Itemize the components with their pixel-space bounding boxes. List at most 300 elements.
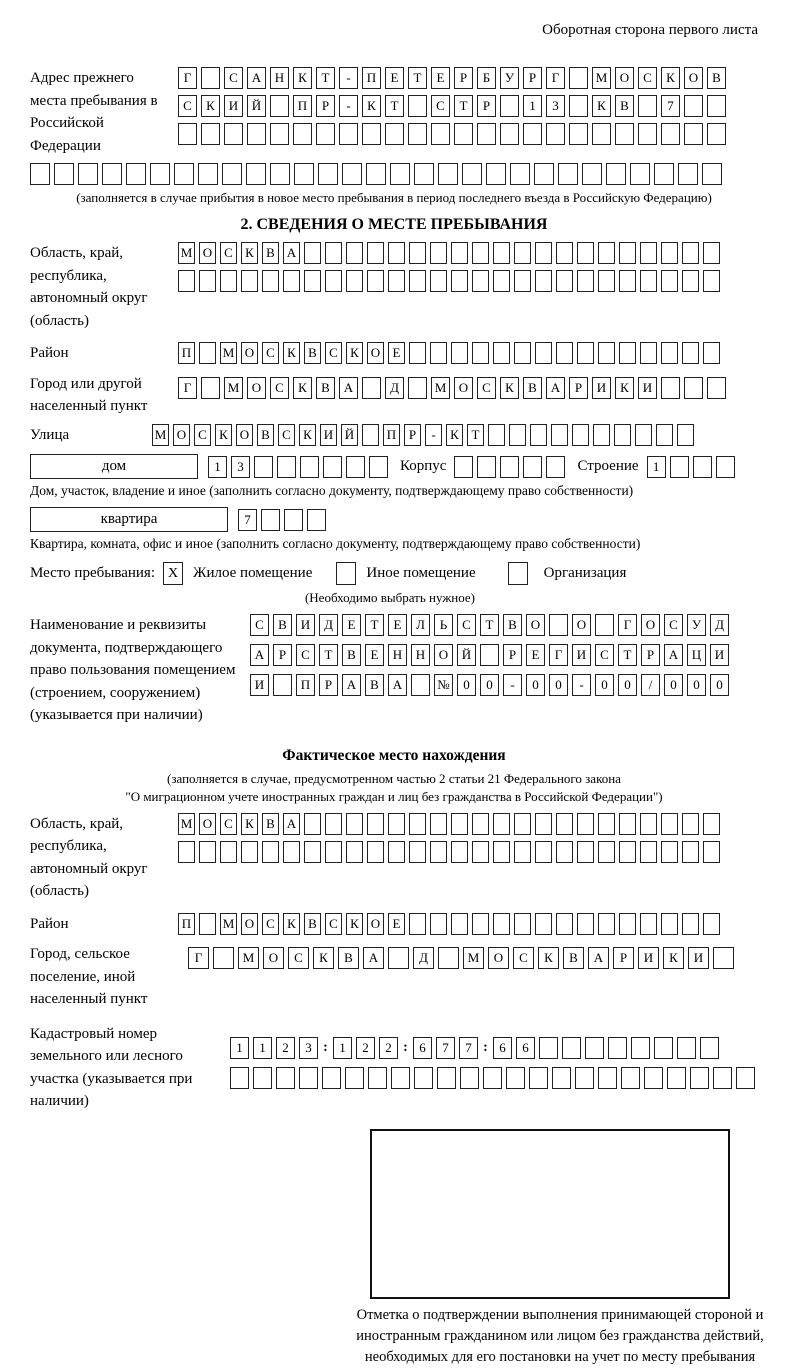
char-cell[interactable] <box>500 456 519 478</box>
char-cell[interactable] <box>572 424 589 446</box>
char-cell[interactable]: Е <box>388 614 407 636</box>
char-cell[interactable] <box>614 424 631 446</box>
char-cell[interactable] <box>483 1067 502 1089</box>
char-cell[interactable] <box>682 242 699 264</box>
char-cell[interactable]: 7 <box>238 509 257 531</box>
stay-type-checkbox-other-premises[interactable] <box>336 562 356 585</box>
char-cell[interactable]: 1 <box>230 1037 249 1059</box>
char-cell[interactable] <box>283 841 300 863</box>
char-cell[interactable] <box>678 163 698 185</box>
char-cell[interactable] <box>299 1067 318 1089</box>
char-cell[interactable] <box>661 123 680 145</box>
char-cell[interactable] <box>523 123 542 145</box>
char-cell[interactable]: И <box>592 377 611 399</box>
char-cell[interactable] <box>684 377 703 399</box>
char-cell[interactable] <box>598 270 615 292</box>
char-cell[interactable] <box>201 67 220 89</box>
char-cell[interactable]: Г <box>546 67 565 89</box>
char-cell[interactable] <box>388 242 405 264</box>
char-cell[interactable]: В <box>523 377 542 399</box>
char-cell[interactable] <box>408 123 427 145</box>
char-cell[interactable]: К <box>661 67 680 89</box>
char-cell[interactable]: И <box>710 644 729 666</box>
char-cell[interactable]: Т <box>319 644 338 666</box>
char-cell[interactable] <box>430 270 447 292</box>
char-cell[interactable] <box>493 242 510 264</box>
actual-region-row-1[interactable] <box>178 813 720 835</box>
char-cell[interactable] <box>493 841 510 863</box>
char-cell[interactable] <box>304 242 321 264</box>
char-cell[interactable] <box>488 424 505 446</box>
char-cell[interactable]: К <box>346 342 363 364</box>
char-cell[interactable] <box>535 270 552 292</box>
char-cell[interactable]: Г <box>178 67 197 89</box>
char-cell[interactable]: С <box>262 342 279 364</box>
char-cell[interactable] <box>593 424 610 446</box>
char-cell[interactable]: Т <box>365 614 384 636</box>
char-cell[interactable]: Т <box>408 67 427 89</box>
char-cell[interactable]: С <box>270 377 289 399</box>
char-cell[interactable] <box>514 841 531 863</box>
char-cell[interactable]: К <box>346 913 363 935</box>
char-cell[interactable]: П <box>178 913 195 935</box>
char-cell[interactable]: Р <box>316 95 335 117</box>
char-cell[interactable] <box>530 424 547 446</box>
char-cell[interactable]: Р <box>477 95 496 117</box>
char-cell[interactable]: М <box>431 377 450 399</box>
char-cell[interactable]: Е <box>526 644 545 666</box>
char-cell[interactable] <box>598 1067 617 1089</box>
char-cell[interactable] <box>670 456 689 478</box>
char-cell[interactable] <box>388 947 409 969</box>
char-cell[interactable] <box>569 95 588 117</box>
char-cell[interactable] <box>682 841 699 863</box>
char-cell[interactable] <box>635 424 652 446</box>
char-cell[interactable] <box>713 1067 732 1089</box>
char-cell[interactable] <box>414 163 434 185</box>
char-cell[interactable] <box>409 913 426 935</box>
char-cell[interactable]: И <box>688 947 709 969</box>
char-cell[interactable]: М <box>220 913 237 935</box>
char-cell[interactable] <box>325 813 342 835</box>
region-row-2[interactable] <box>178 270 720 292</box>
char-cell[interactable] <box>304 270 321 292</box>
char-cell[interactable] <box>477 456 496 478</box>
char-cell[interactable] <box>619 270 636 292</box>
char-cell[interactable] <box>703 342 720 364</box>
char-cell[interactable] <box>684 95 703 117</box>
char-cell[interactable]: 2 <box>356 1037 375 1059</box>
char-cell[interactable] <box>366 163 386 185</box>
char-cell[interactable]: О <box>615 67 634 89</box>
char-cell[interactable]: Е <box>342 614 361 636</box>
char-cell[interactable]: П <box>178 342 195 364</box>
document-row-1[interactable] <box>250 614 729 636</box>
char-cell[interactable] <box>493 342 510 364</box>
char-cell[interactable]: В <box>365 674 384 696</box>
char-cell[interactable] <box>369 456 388 478</box>
char-cell[interactable] <box>300 456 319 478</box>
char-cell[interactable] <box>294 163 314 185</box>
char-cell[interactable] <box>430 913 447 935</box>
char-cell[interactable]: № <box>434 674 453 696</box>
char-cell[interactable]: О <box>488 947 509 969</box>
char-cell[interactable] <box>462 163 482 185</box>
char-cell[interactable]: М <box>178 813 195 835</box>
char-cell[interactable]: А <box>546 377 565 399</box>
char-cell[interactable] <box>385 123 404 145</box>
char-cell[interactable] <box>535 841 552 863</box>
char-cell[interactable]: Ц <box>687 644 706 666</box>
char-cell[interactable]: А <box>588 947 609 969</box>
char-cell[interactable] <box>472 841 489 863</box>
char-cell[interactable]: Т <box>316 67 335 89</box>
char-cell[interactable] <box>535 342 552 364</box>
char-cell[interactable] <box>408 377 427 399</box>
char-cell[interactable] <box>506 1067 525 1089</box>
char-cell[interactable] <box>556 342 573 364</box>
char-cell[interactable]: А <box>664 644 683 666</box>
char-cell[interactable]: В <box>615 95 634 117</box>
char-cell[interactable] <box>222 163 242 185</box>
char-cell[interactable]: С <box>250 614 269 636</box>
char-cell[interactable] <box>438 163 458 185</box>
stay-type-checkbox-residential[interactable]: X <box>163 562 183 585</box>
char-cell[interactable] <box>677 1037 696 1059</box>
char-cell[interactable]: 0 <box>526 674 545 696</box>
char-cell[interactable] <box>661 913 678 935</box>
char-cell[interactable] <box>451 841 468 863</box>
char-cell[interactable]: С <box>431 95 450 117</box>
char-cell[interactable]: О <box>684 67 703 89</box>
char-cell[interactable] <box>430 242 447 264</box>
char-cell[interactable] <box>707 377 726 399</box>
char-cell[interactable] <box>577 242 594 264</box>
char-cell[interactable] <box>514 242 531 264</box>
char-cell[interactable] <box>661 841 678 863</box>
char-cell[interactable]: С <box>262 913 279 935</box>
char-cell[interactable] <box>322 1067 341 1089</box>
char-cell[interactable] <box>598 242 615 264</box>
city-cells[interactable] <box>178 377 726 399</box>
char-cell[interactable]: В <box>262 813 279 835</box>
char-cell[interactable]: Б <box>477 67 496 89</box>
char-cell[interactable] <box>262 841 279 863</box>
char-cell[interactable]: 1 <box>333 1037 352 1059</box>
char-cell[interactable] <box>454 456 473 478</box>
char-cell[interactable] <box>592 123 611 145</box>
char-cell[interactable]: О <box>173 424 190 446</box>
char-cell[interactable]: А <box>339 377 358 399</box>
char-cell[interactable] <box>454 123 473 145</box>
char-cell[interactable]: К <box>615 377 634 399</box>
char-cell[interactable]: М <box>220 342 237 364</box>
char-cell[interactable]: 0 <box>457 674 476 696</box>
char-cell[interactable]: К <box>446 424 463 446</box>
char-cell[interactable]: О <box>241 913 258 935</box>
char-cell[interactable] <box>254 456 273 478</box>
char-cell[interactable]: Е <box>388 342 405 364</box>
char-cell[interactable]: К <box>538 947 559 969</box>
char-cell[interactable] <box>430 841 447 863</box>
char-cell[interactable] <box>408 95 427 117</box>
char-cell[interactable]: 0 <box>549 674 568 696</box>
actual-district-cells[interactable] <box>178 913 720 935</box>
prev-address-row-4[interactable] <box>30 163 758 185</box>
char-cell[interactable] <box>276 1067 295 1089</box>
char-cell[interactable] <box>261 509 280 531</box>
char-cell[interactable]: П <box>293 95 312 117</box>
char-cell[interactable] <box>253 1067 272 1089</box>
document-row-2[interactable] <box>250 644 729 666</box>
char-cell[interactable]: В <box>273 614 292 636</box>
char-cell[interactable]: В <box>316 377 335 399</box>
actual-region-row-2[interactable] <box>178 841 720 863</box>
char-cell[interactable]: А <box>363 947 384 969</box>
char-cell[interactable] <box>577 813 594 835</box>
char-cell[interactable]: К <box>299 424 316 446</box>
char-cell[interactable] <box>388 270 405 292</box>
char-cell[interactable] <box>304 841 321 863</box>
char-cell[interactable]: Н <box>388 644 407 666</box>
char-cell[interactable] <box>78 163 98 185</box>
char-cell[interactable] <box>472 813 489 835</box>
char-cell[interactable]: - <box>503 674 522 696</box>
char-cell[interactable]: С <box>288 947 309 969</box>
prev-address-row-3[interactable] <box>178 123 726 145</box>
char-cell[interactable] <box>703 242 720 264</box>
char-cell[interactable] <box>409 813 426 835</box>
char-cell[interactable] <box>126 163 146 185</box>
char-cell[interactable]: Д <box>413 947 434 969</box>
char-cell[interactable]: 3 <box>299 1037 318 1059</box>
char-cell[interactable] <box>640 342 657 364</box>
char-cell[interactable] <box>339 123 358 145</box>
char-cell[interactable]: Ь <box>434 614 453 636</box>
char-cell[interactable] <box>661 813 678 835</box>
char-cell[interactable] <box>390 163 410 185</box>
char-cell[interactable] <box>472 270 489 292</box>
char-cell[interactable] <box>30 163 50 185</box>
char-cell[interactable] <box>437 1067 456 1089</box>
char-cell[interactable]: О <box>454 377 473 399</box>
char-cell[interactable]: О <box>572 614 591 636</box>
char-cell[interactable] <box>451 813 468 835</box>
char-cell[interactable]: С <box>638 67 657 89</box>
house-number-cells[interactable] <box>208 456 388 478</box>
char-cell[interactable]: В <box>563 947 584 969</box>
char-cell[interactable]: В <box>304 342 321 364</box>
char-cell[interactable] <box>178 841 195 863</box>
char-cell[interactable] <box>346 242 363 264</box>
char-cell[interactable]: Е <box>431 67 450 89</box>
char-cell[interactable] <box>598 813 615 835</box>
char-cell[interactable]: А <box>283 242 300 264</box>
char-cell[interactable] <box>246 163 266 185</box>
char-cell[interactable]: С <box>513 947 534 969</box>
char-cell[interactable]: С <box>178 95 197 117</box>
char-cell[interactable] <box>480 644 499 666</box>
char-cell[interactable]: Т <box>385 95 404 117</box>
char-cell[interactable] <box>460 1067 479 1089</box>
char-cell[interactable]: И <box>572 644 591 666</box>
char-cell[interactable]: К <box>215 424 232 446</box>
char-cell[interactable]: Й <box>341 424 358 446</box>
char-cell[interactable]: К <box>241 813 258 835</box>
char-cell[interactable]: Т <box>467 424 484 446</box>
char-cell[interactable] <box>661 377 680 399</box>
char-cell[interactable] <box>621 1067 640 1089</box>
char-cell[interactable]: Р <box>523 67 542 89</box>
char-cell[interactable] <box>575 1067 594 1089</box>
char-cell[interactable] <box>703 841 720 863</box>
char-cell[interactable] <box>631 1037 650 1059</box>
char-cell[interactable]: М <box>238 947 259 969</box>
char-cell[interactable]: 1 <box>647 456 666 478</box>
char-cell[interactable] <box>562 1037 581 1059</box>
char-cell[interactable]: О <box>241 342 258 364</box>
char-cell[interactable]: В <box>304 913 321 935</box>
char-cell[interactable]: И <box>320 424 337 446</box>
char-cell[interactable] <box>619 242 636 264</box>
char-cell[interactable] <box>556 913 573 935</box>
char-cell[interactable] <box>486 163 506 185</box>
char-cell[interactable] <box>700 1037 719 1059</box>
char-cell[interactable] <box>500 95 519 117</box>
char-cell[interactable] <box>367 813 384 835</box>
char-cell[interactable] <box>323 456 342 478</box>
char-cell[interactable] <box>316 123 335 145</box>
char-cell[interactable] <box>582 163 602 185</box>
char-cell[interactable] <box>201 123 220 145</box>
char-cell[interactable]: Д <box>710 614 729 636</box>
char-cell[interactable]: К <box>293 67 312 89</box>
char-cell[interactable]: Й <box>247 95 266 117</box>
char-cell[interactable] <box>391 1067 410 1089</box>
char-cell[interactable]: И <box>638 947 659 969</box>
char-cell[interactable] <box>569 67 588 89</box>
char-cell[interactable] <box>230 1067 249 1089</box>
char-cell[interactable] <box>307 509 326 531</box>
char-cell[interactable]: М <box>463 947 484 969</box>
char-cell[interactable]: П <box>362 67 381 89</box>
char-cell[interactable] <box>345 1067 364 1089</box>
char-cell[interactable] <box>273 674 292 696</box>
char-cell[interactable]: Д <box>319 614 338 636</box>
char-cell[interactable] <box>535 913 552 935</box>
char-cell[interactable] <box>558 163 578 185</box>
char-cell[interactable] <box>500 123 519 145</box>
char-cell[interactable]: С <box>664 614 683 636</box>
char-cell[interactable]: О <box>236 424 253 446</box>
char-cell[interactable]: И <box>296 614 315 636</box>
char-cell[interactable]: С <box>296 644 315 666</box>
char-cell[interactable]: 6 <box>493 1037 512 1059</box>
char-cell[interactable]: 7 <box>661 95 680 117</box>
document-row-3[interactable] <box>250 674 729 696</box>
char-cell[interactable]: О <box>367 342 384 364</box>
district-cells[interactable] <box>178 342 720 364</box>
cadastral-row-1[interactable] <box>230 1037 755 1059</box>
char-cell[interactable] <box>388 813 405 835</box>
char-cell[interactable] <box>608 1037 627 1059</box>
char-cell[interactable] <box>493 913 510 935</box>
char-cell[interactable]: С <box>278 424 295 446</box>
char-cell[interactable] <box>585 1037 604 1059</box>
char-cell[interactable] <box>342 163 362 185</box>
char-cell[interactable]: А <box>283 813 300 835</box>
char-cell[interactable] <box>388 841 405 863</box>
region-row-1[interactable] <box>178 242 720 264</box>
char-cell[interactable]: Т <box>618 644 637 666</box>
char-cell[interactable]: С <box>220 242 237 264</box>
char-cell[interactable] <box>178 123 197 145</box>
char-cell[interactable]: 0 <box>595 674 614 696</box>
char-cell[interactable] <box>644 1067 663 1089</box>
char-cell[interactable] <box>509 424 526 446</box>
char-cell[interactable]: В <box>503 614 522 636</box>
prev-address-row-2[interactable] <box>178 95 726 117</box>
char-cell[interactable]: В <box>707 67 726 89</box>
char-cell[interactable] <box>409 342 426 364</box>
char-cell[interactable] <box>367 270 384 292</box>
char-cell[interactable]: О <box>247 377 266 399</box>
char-cell[interactable]: К <box>241 242 258 264</box>
char-cell[interactable] <box>606 163 626 185</box>
char-cell[interactable] <box>640 841 657 863</box>
char-cell[interactable] <box>451 270 468 292</box>
char-cell[interactable] <box>556 841 573 863</box>
char-cell[interactable]: Р <box>503 644 522 666</box>
char-cell[interactable] <box>703 913 720 935</box>
char-cell[interactable]: С <box>325 913 342 935</box>
char-cell[interactable]: 6 <box>516 1037 535 1059</box>
stroenie-cells[interactable] <box>647 456 735 478</box>
char-cell[interactable]: Е <box>385 67 404 89</box>
char-cell[interactable] <box>270 123 289 145</box>
char-cell[interactable] <box>220 841 237 863</box>
char-cell[interactable] <box>493 270 510 292</box>
char-cell[interactable]: А <box>342 674 361 696</box>
char-cell[interactable] <box>549 614 568 636</box>
char-cell[interactable]: Т <box>454 95 473 117</box>
char-cell[interactable] <box>362 123 381 145</box>
char-cell[interactable]: К <box>283 913 300 935</box>
char-cell[interactable] <box>677 424 694 446</box>
char-cell[interactable] <box>325 242 342 264</box>
char-cell[interactable] <box>661 242 678 264</box>
char-cell[interactable] <box>615 123 634 145</box>
char-cell[interactable] <box>693 456 712 478</box>
char-cell[interactable] <box>682 913 699 935</box>
char-cell[interactable] <box>703 270 720 292</box>
char-cell[interactable]: Т <box>480 614 499 636</box>
char-cell[interactable] <box>438 947 459 969</box>
char-cell[interactable] <box>514 270 531 292</box>
char-cell[interactable] <box>514 342 531 364</box>
char-cell[interactable] <box>598 841 615 863</box>
char-cell[interactable] <box>201 377 220 399</box>
char-cell[interactable]: 0 <box>480 674 499 696</box>
char-cell[interactable] <box>569 123 588 145</box>
char-cell[interactable]: К <box>362 95 381 117</box>
char-cell[interactable]: О <box>263 947 284 969</box>
char-cell[interactable]: Г <box>618 614 637 636</box>
char-cell[interactable]: Р <box>613 947 634 969</box>
char-cell[interactable] <box>577 342 594 364</box>
char-cell[interactable] <box>241 270 258 292</box>
char-cell[interactable]: О <box>641 614 660 636</box>
